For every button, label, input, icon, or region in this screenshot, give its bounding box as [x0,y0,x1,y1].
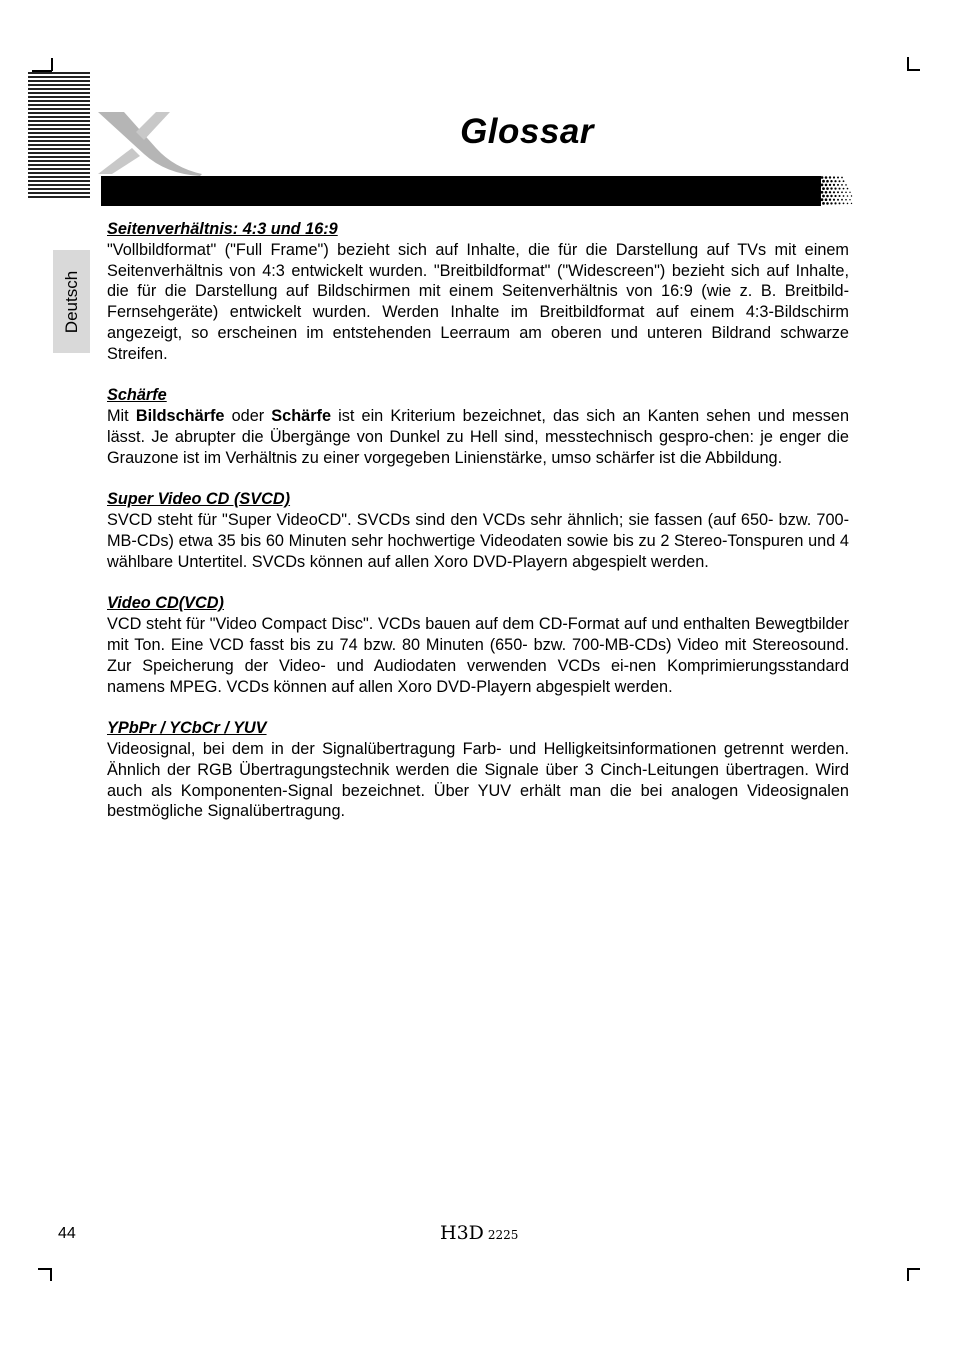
title-bar-dot [839,188,841,190]
title-bar-dot [843,203,845,205]
title-bar-dot [818,187,821,190]
page-number: 44 [58,1225,76,1242]
title-bar-dot [849,192,850,193]
body-bold-term: Schärfe [271,407,332,426]
title-bar-dot [839,195,841,197]
title-bar-dot [834,180,836,182]
title-bar-dot [841,191,843,193]
title-bar-dot [837,184,839,186]
title-bar-dot [833,176,835,178]
title-bar-dot [826,195,829,198]
title-bar-dot [839,180,841,182]
title-bar-dot [845,199,847,201]
title-bar-dot [818,180,821,183]
page-title: Glossar [460,112,594,151]
title-bar-dot [821,176,824,179]
title-bar-dot [825,184,828,187]
title-bar-dot [825,198,828,201]
title-bar-dot [829,176,831,178]
entry-heading: Video CD(VCD) [107,594,224,613]
title-bar-dot [830,202,832,204]
entry-heading: YPbPr / YCbCr / YUV [107,719,267,738]
entry-heading: Schärfe [107,386,167,405]
title-bar-dot [817,183,820,186]
title-bar-dot [841,199,843,201]
title-bar-dot [843,180,845,182]
title-bar-dot [847,203,849,205]
footer-model-logo [440,1222,518,1244]
title-bar-dot [817,191,820,194]
entry-body: Videosignal, bei dem in der Signalübertragung Farb- und Helligkeitsinformationen getrennt werden. Ähnlich der RGB Übertragungstechnik werden die Signale über 3 Cinch-Leitungen übertragen. Wird auch als Komponenten-Signal bezeichnet. Über YUV erhält man die bei analogen Videosignalen bestmögliche Signalübertragung. [107,739,849,821]
entry-body [107,406,849,468]
title-bar-dot [829,184,831,186]
glossary-content [107,219,849,843]
language-tab-label: Deutsch [61,270,81,333]
title-bar-dot [822,180,825,183]
body-text: oder [224,407,272,426]
title-bar-dot [818,195,821,198]
title-bar-dot [837,199,839,201]
title-bar-dots [817,176,857,206]
title-bar-dot [837,177,839,179]
title-bar-dot [841,184,843,186]
title-bar-dot [817,176,820,179]
body-text: Mit [107,407,136,426]
glossary-entry-ypbpr [107,718,849,822]
entry-heading: Seitenverhältnis: 4:3 und 16:9 [107,220,338,238]
entry-body: SVCD steht für "Super VideoCD". SVCDs sind den VCDs sehr ähnlich; sie fassen (auf 650- bzw. 700-MB-CDs) etwa 35 bis 60 Minuten sehr hochwertige Videodaten sowie bis zu 2 Stereo-Tonspuren und 4 wählbare Untertitel. SVCDs können auf allen Xoro DVD-Playern abgespielt werden. [107,511,849,571]
title-bar-dot [851,203,852,204]
title-bar-dot [821,191,824,194]
title-bar-dot [833,184,835,186]
title-bar-dot [826,180,829,183]
title-bar-dot [818,202,821,205]
title-bar-dot [847,188,849,190]
title-bar-dot [849,199,850,200]
model-number: 2225 [487,1228,519,1242]
title-bar-dot [821,184,824,187]
model-name: H3D [440,1222,484,1244]
title-bar-dot [845,184,847,186]
title-bar-dot [825,191,828,194]
title-bar-dot [830,180,832,182]
title-bar-dot [851,195,852,196]
title-bar-dot [843,195,845,197]
title-bar-dot [834,202,836,204]
title-bar-dot [830,187,832,189]
title-bar-dot [833,199,835,201]
title-bar-dot [841,177,843,179]
title-bar-dot [837,191,839,193]
title-bar-dot [822,187,825,190]
title-bar-dot [843,188,845,190]
title-bar-dot [817,198,820,201]
title-bar-dot [821,198,824,201]
title-bar-dot [822,202,825,205]
title-bar-dot [833,191,835,193]
title-bar-dot [822,195,825,198]
title-bar-dot [834,195,836,197]
title-bar-dot [826,202,829,205]
title-bar-dot [845,192,847,194]
title-bar-dot [830,195,832,197]
body-bold-term: Bildschärfe [135,407,225,426]
language-tab [53,250,90,353]
entry-heading: Super Video CD (SVCD) [107,490,291,509]
title-bar-dot [829,199,831,201]
entry-body: VCD steht für "Video Compact Disc". VCDs bauen auf dem CD-Format auf und enthalten Bewegtbilder mit Ton. Eine VCD fasst bis zu 74 bzw. 80 Minuten (650- bzw. 700-MB-CDs) Video mit Stereosound. Zur Speicherung der Video- und Audiodaten verwenden VCDs ei-nen Komprimierungsstandard namens MPEG. VCDs können auf allen Xoro DVD-Playern abgespielt werden. [107,615,849,696]
glossary-entry-svcd [107,489,849,572]
glossary-entry-vcd [107,593,849,697]
glossary-entry-aspect-ratio [107,219,849,365]
entry-body: "Vollbildformat" ("Full Frame") bezieht sich auf Inhalte, die für die Darstellung auf TVs mit einem Seitenverhältnis von 4:3 entwickelt wurden. "Breitbildformat" ("Widescreen") bezieht sich auf Inhalte, die für die Darstellung auf Bildschirmen mit einem Seitenverhältnis von 16:9 (wie z. B. Breitbild-Fernsehgeräte) entwickelt wurden. Werden Inhalte im Breitbildformat auf einem 4:3-Bildschirm angezeigt, so erscheinen im entstehenden Leerraum am oberen und unteren Bildrand schwarze Streifen. [107,240,849,363]
title-bar-dot [826,187,829,190]
title-bar-dot [825,176,828,179]
title-bar-dot [834,188,836,190]
body-text: ist ein Kriterium bezeichnet, das sich an Kanten sehen und messen lässt. Je abrupter die Übergänge von Dunkel zu Hell sind, messtechnisch gespro-chen: je enger die Grauzone ist im Verhältnis zu einer vorgegeben Linienstärke, umso schärfer ist die Abbildung. [107,407,850,467]
title-bar-dot [839,202,841,204]
glossary-entry-sharpness [107,385,849,468]
title-bar-dot [847,195,849,197]
title-bar-dot [829,191,831,193]
title-bar [101,176,821,206]
